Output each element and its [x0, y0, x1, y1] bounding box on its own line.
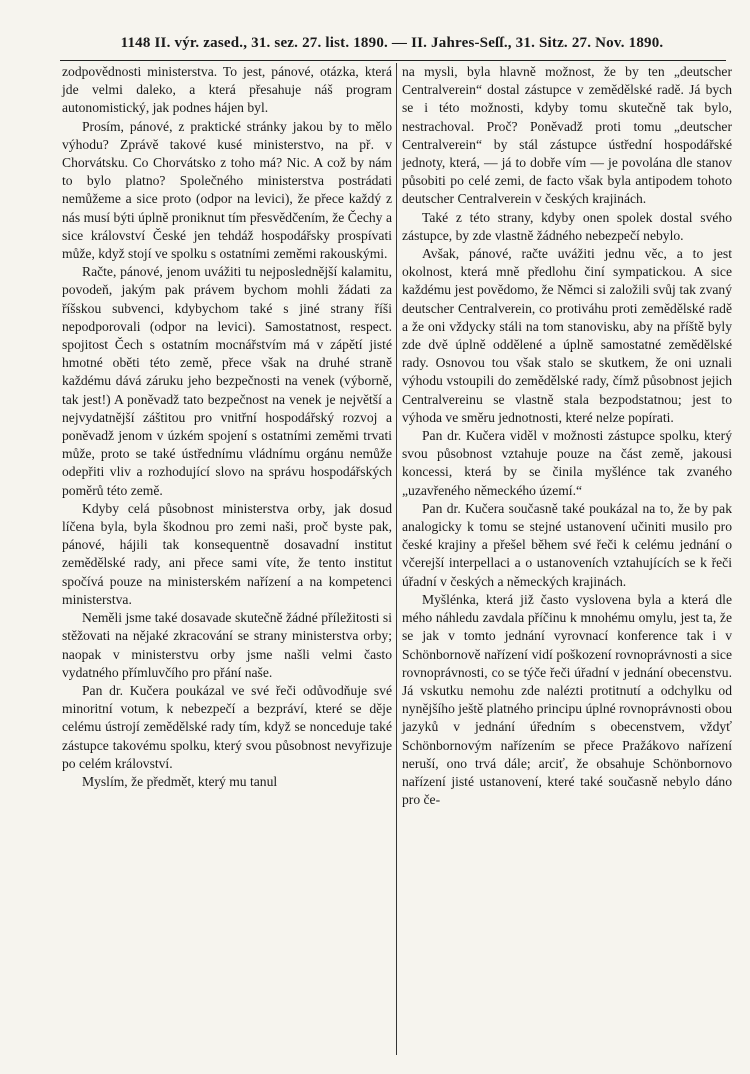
paragraph: Kdyby celá působnost ministerstva orby, jak dosud líčena byla, byla škodnou pro zemi naši, proč byste pak, pánové, hájili tak konsequentně dosavadní institut zemědělské rady, ani přece sami víte, že tento institut spočívá pouze na ministerském nařízení a na kompetenci ministerstva.: [62, 500, 392, 607]
paragraph: Neměli jsme také dosavade skutečně žádné příležitosti si stěžovati na nějaké zkracování se strany ministerstva orby; naopak v ministerstvu orby jsme našli velmi často vydatného přímluvčího pro přání naše.: [62, 610, 392, 680]
paragraph: Prosím, pánové, z praktické stránky jakou by to mělo výhodu? Zprávě takové kusé ministerstvo, na př. v Chorvátsku. Co Chorvátsko z toho má? Nic. A což by nám to bylo platno? Společného ministerstva postrádati nemůžeme a sice proto (odpor na levici), že přece každý z nás musí býti úplně proniknut tím přesvědčením, že Čechy a sice království České jen tehdáž hospodářsky prospívati může, když stojí ve spolku s ostatními zeměmi rakouskými.: [62, 118, 392, 262]
paragraph: Myšlénka, která již často vyslovena byla a která dle mého náhledu zavdala příčinu k mnohému omylu, jest ta, že se jak v tomto jednání vyrovnací konference tak i v Schönbornově nařízení vidí poškození rovnoprávnosti a sice rovnoprávnosti, co se týče řeči úřadní v jednání obecenstvu. Já vskutku nemohu zde nalézti protitnutí a odchylku od nynějšího ještě platného principu úplné rovnoprávnosti obou jazyků v jednání úředním s obecenstvem, vždyť Schönbornovým nařízením se přece Pražákovo nařízení neruší, ono trvá dále; arciť, že obsahuje Schönbornovo nařízení jisté ustanovení, které také současně nebylo dáno pro če-: [402, 591, 732, 808]
page-header: 1148 II. výr. zased., 31. sez. 27. list. 1890. — II. Jahres-Seſſ., 31. Sitz. 27. Nov. 1890.: [120, 35, 664, 51]
paragraph: Pan dr. Kučera současně také poukázal na to, že by pak analogicky k tomu se stejné ustanovení učiniti musilo pro české krajiny a přešel během své řeči k celému jednání o včerejší interpellaci a o ustanoveních vztahujících se k řeči úřadní v českých a německých krajinách.: [402, 500, 732, 589]
paragraph: Také z této strany, kdyby onen spolek dostal svého zástupce, by zde vlastně žádného nebezpečí nebylo.: [402, 209, 732, 243]
header-rule: [60, 60, 726, 61]
paragraph: Myslím, že předmět, který mu tanul: [82, 773, 278, 789]
paragraph: Pan dr. Kučera poukázal ve své řeči odůvodňuje své minoritní votum, k nebezpečí a bezpráví, které se děje celému ústrojí zemědělské rady tím, když se nonceduje také zástupce takovému spolku, který svou působnost nevyřizuje po celém království.: [62, 682, 392, 771]
left-column: [62, 63, 392, 791]
paragraph: Pan dr. Kučera viděl v možnosti zástupce spolku, který svou působnost vztahuje pouze na část země, jakousi koncessi, která by se činila myšlénce tak zvaného „uzavřeného německého území.“: [402, 428, 732, 498]
paragraph: Avšak, pánové, račte uvážiti jednu věc, a to jest okolnost, která mně předlohu činí sympatickou. A sice každému jest povědomo, že Němci si založili svůj tak zvaný deutscher Centralverein, co protiváhu proti zemědělské radě a že oni vždycky stáli na tom stanovisku, aby na příště byly zde dvě úplně oddělené a úplně samostatné zemědělské rady. Osnovou tou však stalo se skutkem, že oni uznali výhodu vstoupili do zemědělské rady, čímž působnost jejich Centralvereinu se vlastně stala bezpodstatnou; jest to výhoda ve směru jednotnosti, které nelze popírati.: [402, 246, 732, 425]
paragraph: Račte, pánové, jenom uvážiti tu nejposlednější kalamitu, povodeň, jakým pak právem bychom mohli žádati za říšskou subvenci, kdybychom také s jiné strany říši nepodporovali (odpor na levici). Samostatnost, respect. spojitost Čech s ostatním mocnářstvím má v zápětí jisté hmotné oběti této země, přece však na druhé straně každému dává záruku jeho bezpečnosti na venek (výborně, tak jest!) A poněvadž tato bezpečnost na venek je největší a nejvydatnější záštitou pro vnitřní hospodářský rozvoj a poněvadž jenom v úzkém spojení s ostatními zeměmi trvati může, proto se také ústřednímu vládnímu orgánu nemůže odepřiti vliv a rozhodující slovo na správu hospodářských poměrů této země.: [62, 264, 392, 498]
column-divider: [396, 63, 397, 1055]
right-column: [402, 63, 732, 809]
paragraph: na mysli, byla hlavně možnost, že by ten „deutscher Centralverein“ dostal zástupce v zemědělské radě. Já bych se i této možnosti, kdyby tomu skutečně tak bylo, nestrachoval. Proč? Poněvadž proti tomu „deutscher Centralverein“ by stál zástupce ústřední hospodářské jednoty, která, — já to dobře vím — je povolána dle stanov působiti po celé zemi, de facto však byla antipodem tohoto deutscher Centralverein v českých krajinách.: [402, 64, 732, 207]
paragraph: zodpovědnosti ministerstva. To jest, pánové, otázka, která jde velmi daleko, a která přesahuje náš program autonomistický, jak podnes hájen byl.: [62, 64, 392, 116]
